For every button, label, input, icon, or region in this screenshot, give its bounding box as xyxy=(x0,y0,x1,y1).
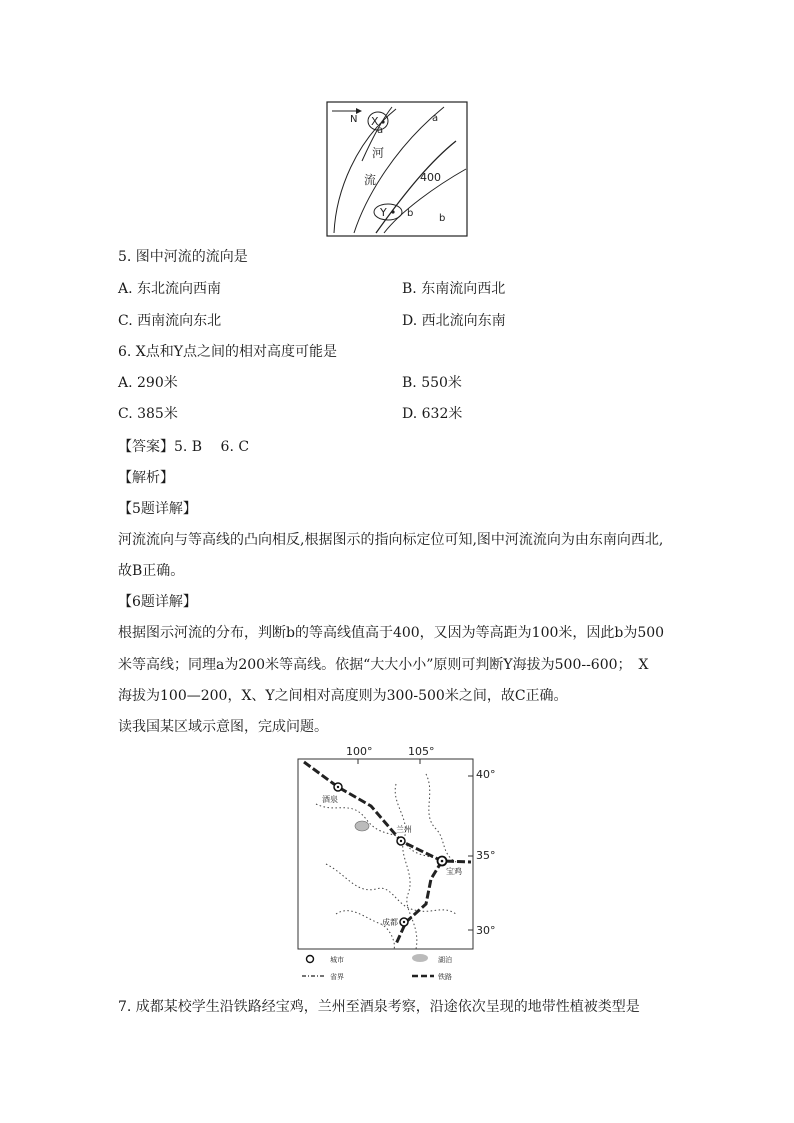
q5-option-b: B. 东南流向西北 xyxy=(402,281,506,297)
river-char-2: 流 xyxy=(364,173,377,187)
intro-line: 读我国某区域示意图，完成问题。 xyxy=(118,719,328,735)
legend-railway-label: 铁路 xyxy=(438,973,452,981)
q5-detail-heading: 【5题详解】 xyxy=(118,501,197,517)
label-b-inner: b xyxy=(407,208,414,219)
analysis-heading: 【解析】 xyxy=(118,470,174,486)
q5-option-d: D. 西北流向东南 xyxy=(402,313,506,329)
legend-lake-label: 湖泊 xyxy=(438,956,452,964)
city-jiuquan-label: 酒泉 xyxy=(322,795,338,804)
river-char-1: 河 xyxy=(372,146,385,160)
legend-city-label: 城市 xyxy=(330,956,344,964)
lon-label-100: 100° xyxy=(346,745,373,758)
question-6-stem: 6. X点和Y点之间的相对高度可能是 xyxy=(118,344,338,360)
answer-line: 【答案】5. B 6. C xyxy=(118,439,250,455)
q6-detail-line-2: 米等高线；同理a为200米等高线。依据“大大小小”原则可判断Y海拔为500--600； X xyxy=(118,657,649,673)
contour-value-400: 400 xyxy=(420,171,441,184)
q5-detail-line-1: 河流流向与等高线的凸向相反,根据图示的指向标定位可知,图中河流流向为由东南向西北, xyxy=(118,532,664,548)
lat-label-30: 30° xyxy=(476,924,496,937)
label-a-inner: a xyxy=(377,125,384,136)
label-a-top: a xyxy=(432,113,439,124)
q6-detail-heading: 【6题详解】 xyxy=(118,594,197,610)
q5-option-a: A. 东北流向西南 xyxy=(118,281,222,297)
lake-shape xyxy=(355,821,369,831)
question-5-stem: 5. 图中河流的流向是 xyxy=(118,249,248,265)
city-chengdu-label: 成都 xyxy=(382,918,398,927)
legend-province-border-label: 省界 xyxy=(330,973,344,981)
city-lanzhou-label: 兰州 xyxy=(396,825,412,834)
q6-option-a: A. 290米 xyxy=(118,375,178,391)
q5-option-c: C. 西南流向东北 xyxy=(118,313,222,329)
q6-detail-line-3: 海拔为100—200，X、Y之间相对高度则为300-500米之间，故C正确。 xyxy=(118,688,568,704)
q5-detail-line-2: 故B正确。 xyxy=(118,563,185,579)
point-x-dot xyxy=(381,120,384,123)
legend-lake-icon xyxy=(412,954,428,962)
city-baoji-label: 宝鸡 xyxy=(446,867,462,876)
contour-map-frame xyxy=(327,102,467,236)
lon-label-105: 105° xyxy=(408,745,435,758)
label-b-bottom: b xyxy=(439,213,446,224)
region-map-figure xyxy=(296,744,502,984)
contour-map-figure xyxy=(326,101,468,237)
legend-city-icon xyxy=(307,956,314,963)
point-y-label: Y xyxy=(380,206,387,219)
q6-option-c: C. 385米 xyxy=(118,406,178,422)
q6-option-d: D. 632米 xyxy=(402,406,463,422)
north-label: N xyxy=(350,114,358,125)
q6-detail-line-1: 根据图示河流的分布，判断b的等高线值高于400，又因为等高距为100米，因此b为500 xyxy=(118,625,665,641)
point-x-label: X xyxy=(371,115,379,128)
question-7-stem: 7. 成都某校学生沿铁路经宝鸡，兰州至酒泉考察，沿途依次呈现的地带性植被类型是 xyxy=(118,999,640,1015)
q6-option-b: B. 550米 xyxy=(402,375,462,391)
lat-label-40: 40° xyxy=(476,768,496,781)
lat-label-35: 35° xyxy=(476,849,496,862)
point-y-dot xyxy=(391,210,394,213)
